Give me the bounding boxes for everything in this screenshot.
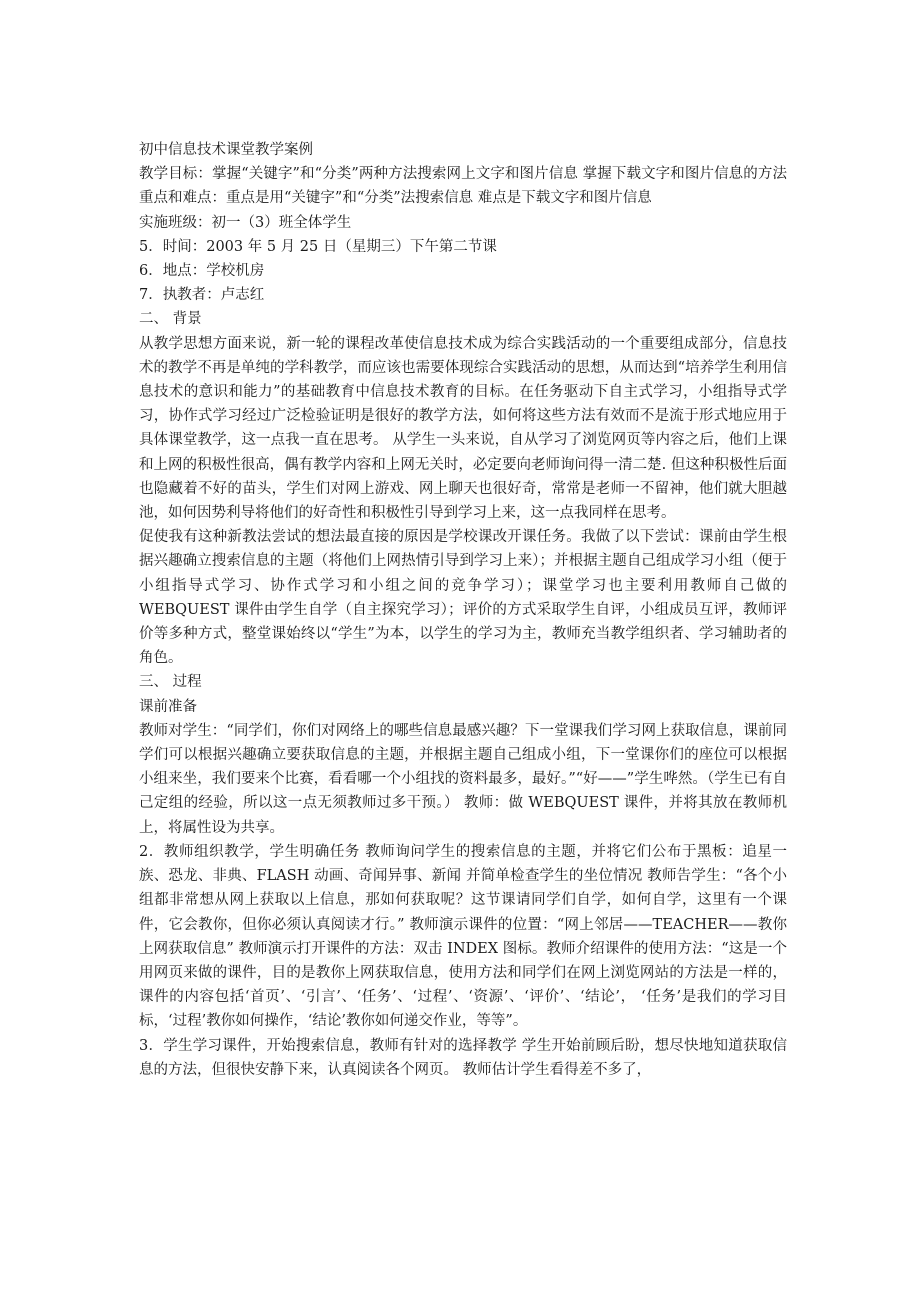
step3-paragraph: 3．学生学习课件，开始搜索信息，教师有针对的选择教学 学生开始前顾后盼，想尽快地知道获取信息的方法，但很快安静下来，认真阅读各个网页。 教师估计学生看得差不多了， <box>139 1037 787 1078</box>
section-heading-process: 三、 过程 <box>139 674 202 691</box>
place-info: 6．地点：学校机房 <box>139 263 265 280</box>
teacher-info: 7．执教者：卢志红 <box>139 287 265 304</box>
step2-paragraph: 2．教师组织教学，学生明确任务 教师询问学生的搜索信息的主题，并将它们公布于黑板：追星一族、恐龙、非典、FLASH 动画、奇闻异事、新闻 并简单检查学生的坐位情况 教师告学生：“各个小组都非常想从网上获取以上信息，那如何获取呢？这节课请同学们自学，如何自学，这里有一个课件，它会教你，但你必须认真阅读才行。” 教师演示课件的位置：“网上邻居——TEACHER——教你上网获取信息” 教师演示打开课件的方法：双击 INDEX 图标。教师介绍课件的使用方法：“这是一个用网页来做的课件，目的是教你上网获取信息，使用方法和同学们在网上浏览网站的方法是一样的，课件的内容包括‘首页’、‘引言’、‘任务’、‘过程’、‘资源’、‘评价’、‘结论’， ‘任务’是我们的学习目标，‘过程’教你如何操作，‘结论’教你如何递交作业，等等”。 <box>139 843 787 1030</box>
prep-paragraph: 教师对学生：“同学们，你们对网络上的哪些信息最感兴趣？下一堂课我们学习网上获取信息，课前同学们可以根据兴趣确立要获取信息的主题，并根据主题自己组成小组，下一堂课你们的座位可以根据小组来坐，我们要来个比赛，看看哪一个小组找的资料最多，最好。”“好——”学生哗然。（学生已有自己定组的经验，所以这一点无须教师过多干预。） 教师：做 WEBQUEST 课件，并将其放在教师机上，将属性设为共享。 <box>139 722 787 836</box>
background-paragraph-2: 促使我有这种新教法尝试的想法最直接的原因是学校课改开课任务。我做了以下尝试：课前由学生根据兴趣确立搜索信息的主题（将他们上网热情引导到学习上来）；并根据主题自己组成学习小组（便于小组指导式学习、协作式学习和小组之间的竞争学习）；课堂学习也主要利用教师自己做的 WEBQUEST 课件由学生自学（自主探究学习）；评价的方式采取学生自评，小组成员互评，教师评价等多种方式，整堂课始终以“学生”为本，以学生的学习为主，教师充当教学组织者、学习辅助者的角色。 <box>139 529 787 667</box>
document-title: 初中信息技术课堂教学案例 <box>139 142 313 158</box>
prep-heading: 课前准备 <box>139 698 197 715</box>
document-body <box>139 138 802 1082</box>
time-info: 5．时间：2003 年 5 月 25 日（星期三）下午第二节课 <box>139 238 497 255</box>
class-info: 实施班级：初一（3）班全体学生 <box>139 214 352 231</box>
section-heading-background: 二、 背景 <box>139 311 202 328</box>
background-paragraph-1: 从教学思想方面来说，新一轮的课程改革使信息技术成为综合实践活动的一个重要组成部分，信息技术的教学不再是单纯的学科教学，而应该也需要体现综合实践活动的思想，从而达到“培养学生利用信息技术的意识和能力”的基础教育中信息技术教育的目标。在任务驱动下自主式学习，小组指导式学习，协作式学习经过广泛检验证明是很好的教学方法，如何将这些方法有效而不是流于形式地应用于具体课堂教学，这一点我一直在思考。 从学生一头来说，自从学习了浏览网页等内容之后，他们上课和上网的积极性很高，偶有教学内容和上网无关时，必定要向老师询问得一清二楚. 但这种积极性后面也隐藏着不好的苗头，学生们对网上游戏、网上聊天也很好奇，常常是老师一不留神，他们就大胆越池，如何因势利导将他们的好奇性和积极性引导到学习上来，这一点我同样在思考。 <box>139 335 787 522</box>
teaching-goal: 教学目标：掌握“关键字”和“分类”两种方法搜索网上文字和图片信息 掌握下载文字和图片信息的方法 重点和难点：重点是用“关键字”和“分类”法搜索信息 难点是下载文字和图片信息 <box>139 166 802 207</box>
